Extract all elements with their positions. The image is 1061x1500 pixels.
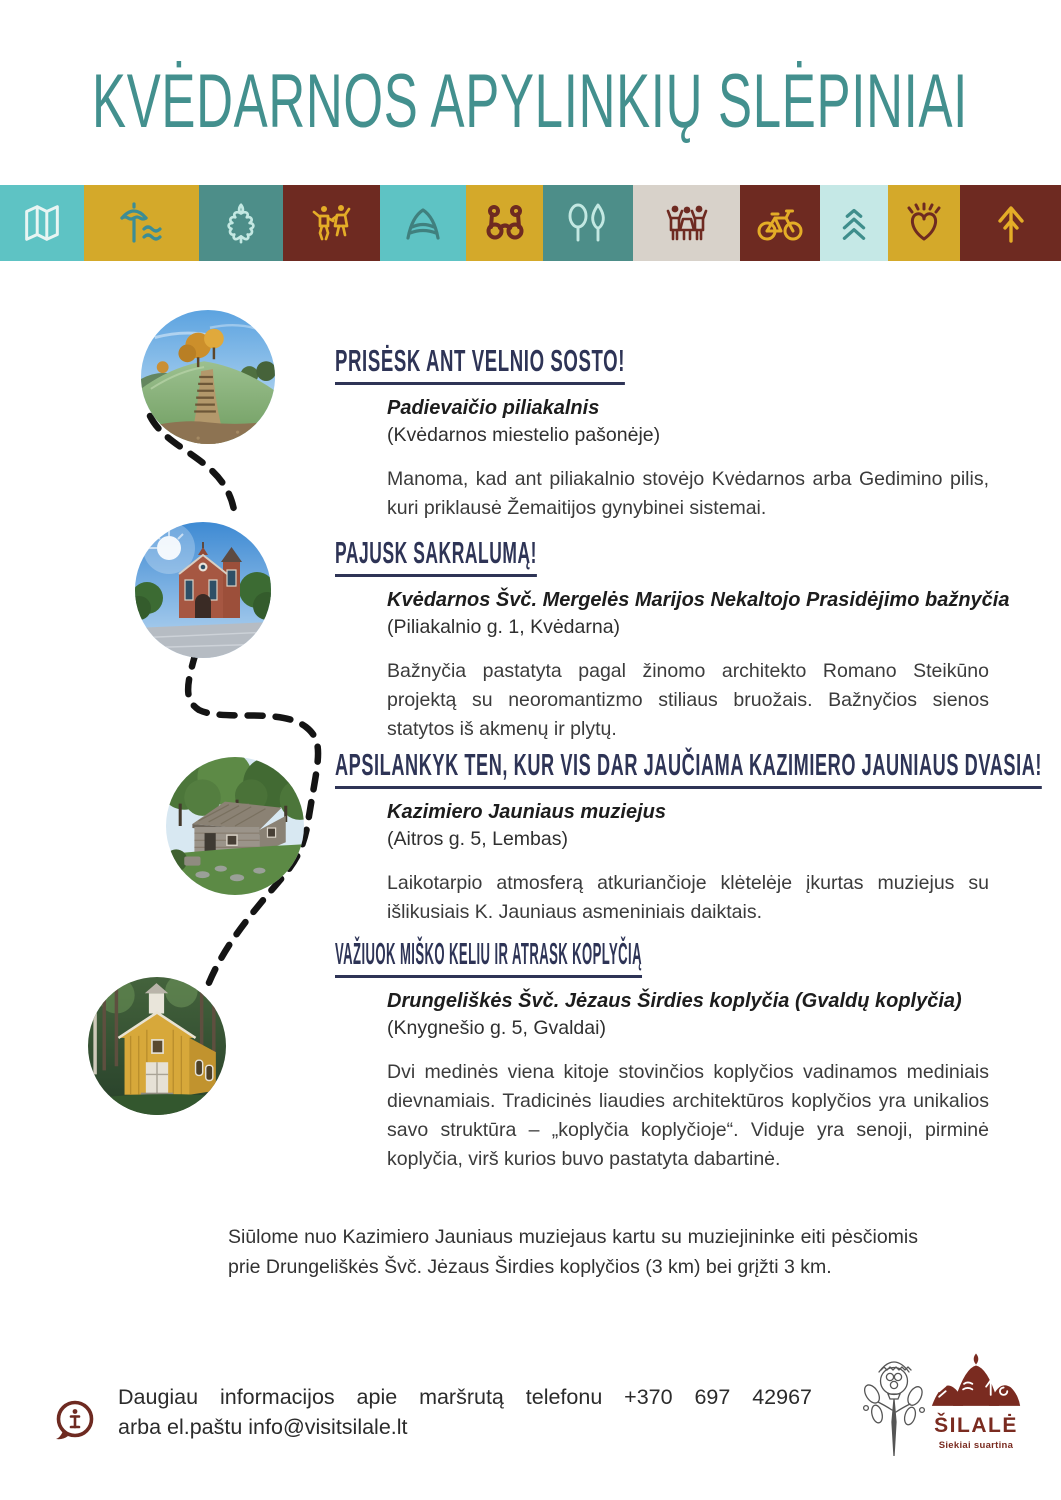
- church-photo: [135, 522, 271, 658]
- place-description: Dvi medinės viena kitoje stovinčios koplyčios vadinamos mediniais dievnamiais. Tradicinės liaudies architektūros koplyčios yra unikalios savo struktūra – „koplyčia koplyčioje“. Viduje yra senoji, pirminė koplyčia, virš kurios buvo pastatyta dabartinė.: [387, 1061, 989, 1170]
- section-church: [335, 535, 1047, 740]
- tile-trails: [820, 185, 888, 261]
- page-title: KVĖDARNOS APYLINKIŲ SLĖPINIAI: [92, 59, 969, 144]
- section-hillfort: [335, 343, 1047, 543]
- family-icon: [662, 199, 712, 247]
- oak-leaf-icon: [218, 200, 264, 246]
- tile-map: [0, 185, 84, 261]
- hillfort-photo: [141, 310, 275, 444]
- place-address: (Aitros g. 5, Lembas): [387, 828, 568, 850]
- tile-mound: [380, 185, 466, 261]
- tile-events: [283, 185, 380, 261]
- place-name: Padievaičio piliakalnis: [387, 397, 600, 419]
- tile-forest: [543, 185, 633, 261]
- place-name: Kazimiero Jauniaus muziejus: [387, 801, 666, 823]
- place-description: Laikotarpio atmosferą atkuriančioje klėtelėje įkurtas muziejus su išlikusiais K. Jauniaus asmeniniais daiktais.: [387, 872, 989, 923]
- tile-sights: [466, 185, 543, 261]
- trees-icon: [564, 199, 612, 247]
- place-address: (Knygnešio g. 5, Gvaldai): [387, 1017, 606, 1039]
- silale-hills-icon: [930, 1352, 1022, 1412]
- fir-chevrons-icon: [831, 200, 877, 246]
- footer-line2: arba el.paštu info@visitsilale.lt: [118, 1415, 408, 1439]
- map-icon: [19, 200, 65, 246]
- section-heading: PRISĖSK ANT VELNIO SOSTO!: [335, 343, 625, 385]
- tile-nature: [199, 185, 283, 261]
- section-heading: VAŽIUOK MIŠKO KELIU IR ATRASK KOPLYČIĄ: [335, 936, 642, 978]
- arrow-up-icon: [987, 199, 1035, 247]
- icon-strip: [0, 185, 1061, 261]
- place-address: (Kvėdarnos miestelio pašonėje): [387, 424, 661, 446]
- tile-wellness: [888, 185, 960, 261]
- heart-rays-icon: [900, 199, 948, 247]
- tile-cycling: [740, 185, 820, 261]
- footer-line1: Daugiau informacijos apie maršrutą telefonu +370 697 42967: [118, 1385, 812, 1409]
- place-name: Kvėdarnos Švč. Mergelės Marijos Nekaltojo Prasidėjimo bažnyčia: [387, 589, 1010, 611]
- chapel-photo: [88, 977, 226, 1115]
- tile-beach: [84, 185, 199, 261]
- beach-umbrella-icon: [116, 199, 168, 247]
- route-note: Siūlome nuo Kazimiero Jauniaus muziejaus kartu su muziejininke eiti pėsčiomis prie Drungeliškės Švč. Jėzaus Širdies koplyčios (3 km) bei grįžti 3 km.: [228, 1226, 918, 1278]
- dancers-icon: [308, 199, 356, 247]
- silale-tagline: Siekiai suartina: [938, 1440, 1014, 1451]
- section-heading: PAJUSK SAKRALUMĄ!: [335, 535, 537, 577]
- section-museum: [335, 747, 1047, 947]
- silale-logo: [928, 1352, 1024, 1451]
- bicycle-icon: [755, 199, 805, 247]
- museum-photo: [166, 757, 304, 895]
- section-chapel: [335, 936, 1047, 1170]
- silale-wordmark: ŠILALĖ: [934, 1414, 1018, 1437]
- place-description: Manoma, kad ant piliakalnio stovėjo Kvėdarnos arba Gedimino pilis, kuri priklausė Žemaitijos gynybinei sistemai.: [387, 468, 989, 519]
- mound-icon: [399, 199, 447, 247]
- place-name: Drungeliškės Švč. Jėzaus Širdies koplyčia (Gvaldų koplyčia): [387, 990, 962, 1012]
- tile-community: [633, 185, 740, 261]
- binoculars-icon: [481, 199, 529, 247]
- tile-direction: [960, 185, 1061, 261]
- info-icon: [52, 1398, 98, 1444]
- place-description: Bažnyčia pastatyta pagal žinomo architekto Romano Steikūno projektą su neoromantizmo stiliaus bruožais. Bažnyčios sienos statytos iš akmenų ir plytų.: [387, 660, 989, 740]
- heritage-pin-logo: [852, 1350, 936, 1466]
- place-address: (Piliakalnio g. 1, Kvėdarna): [387, 616, 621, 638]
- section-heading: APSILANKYK TEN, KUR VIS DAR JAUČIAMA KAZIMIERO JAUNIAUS DVASIA!: [335, 747, 1042, 789]
- footer-contact: [118, 1382, 812, 1442]
